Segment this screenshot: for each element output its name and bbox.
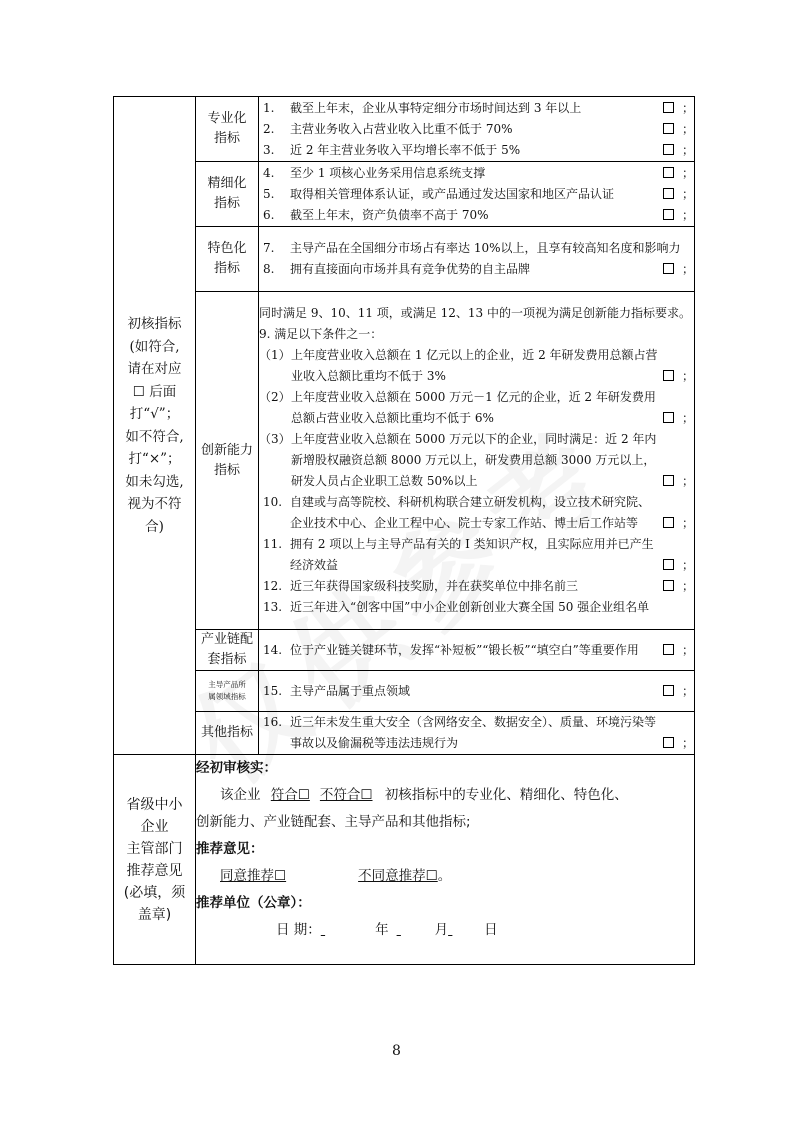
checkbox[interactable] bbox=[663, 559, 674, 570]
category-refinement: 精细化 指标 bbox=[196, 162, 259, 227]
criterion-item: 14. 位于产业链关键环节，发挥“补短板”“锻长板”“填空白”等重要作用 ； bbox=[263, 642, 694, 657]
checkbox[interactable] bbox=[663, 123, 674, 134]
innovation-sub-item: （3） 上年度营业收入总额在 5000 万元以下的企业，同时满足：近 2 年内新增股权融资总额 8000 万元以上，研发费用总额 3000 万元以上，研发人员占企业职工总数 50%以上 ； bbox=[259, 432, 694, 488]
company-label: 该企业 bbox=[220, 787, 261, 803]
category-specialization: 专业化 指标 bbox=[196, 97, 259, 162]
date-line: 日 期： 年 月 日 bbox=[196, 917, 694, 944]
checkbox[interactable] bbox=[663, 737, 674, 748]
criterion-item: 5. 取得相关管理体系认证，或产品通过发达国家和地区产品认证 ； bbox=[263, 186, 694, 201]
criterion-item: 8. 拥有直接面向市场并具有竞争优势的自主品牌 ； bbox=[263, 262, 694, 276]
checkbox[interactable] bbox=[663, 517, 674, 528]
disagree-option[interactable]: 不同意推荐☐ bbox=[358, 868, 438, 884]
criteria-table bbox=[113, 96, 695, 965]
criterion-item: 6. 截至上年末，资产负债率不高于 70% ； bbox=[263, 207, 694, 222]
criterion-item: 1. 截至上年末，企业从事特定细分市场时间达到 3 年以上 ； bbox=[263, 100, 694, 115]
criterion-item: 11. 拥有 2 项以上与主导产品有关的 I 类知识产权，且实际应用并已产生经济效益 ； bbox=[263, 537, 694, 572]
checkbox[interactable] bbox=[663, 188, 674, 199]
innovation-intro: 同时满足 9、10、11 项，或满足 12、13 中的一项视为满足创新能力指标要求。 bbox=[259, 306, 691, 320]
criterion-item: 2. 主营业务收入占营业收入比重不低于 70% ； bbox=[263, 121, 694, 136]
checkbox[interactable] bbox=[663, 144, 674, 155]
checkbox[interactable] bbox=[663, 370, 674, 381]
checkbox[interactable] bbox=[663, 644, 674, 655]
page-number: 8 bbox=[392, 1043, 401, 1059]
criterion-item: 16. 近三年未发生重大安全（含网络安全、数据安全）、质量、环境污染等事故以及偷漏税等违法违规行为 ； bbox=[263, 715, 694, 750]
criterion-item: 15. 主导产品属于重点领域 ； bbox=[263, 683, 694, 698]
checkbox[interactable] bbox=[663, 580, 674, 591]
category-innovation: 创新能力 指标 bbox=[196, 292, 259, 630]
checkbox[interactable] bbox=[663, 167, 674, 178]
checkbox[interactable] bbox=[663, 102, 674, 113]
criterion-item: 4. 至少 1 项核心业务采用信息系统支撑 ； bbox=[263, 165, 694, 180]
review-text-1: 初核指标中的专业化、精细化、特色化、 bbox=[384, 787, 628, 803]
recommendation-label: 省级中小 企业 主管部门 推荐意见 (必填，须 盖章) bbox=[114, 755, 196, 965]
year-field[interactable] bbox=[321, 917, 371, 944]
day-field[interactable] bbox=[448, 917, 484, 944]
category-industry-chain: 产业链配 套指标 bbox=[196, 630, 259, 671]
review-heading: 经初审核实： bbox=[196, 760, 277, 776]
recommendation-heading: 推荐意见： bbox=[196, 841, 264, 857]
checkbox[interactable] bbox=[663, 685, 674, 696]
criterion-item: 3. 近 2 年主营业务收入平均增长率不低于 5% ； bbox=[263, 142, 694, 157]
checkbox[interactable] bbox=[663, 263, 674, 274]
category-characteristic: 特色化 指标 bbox=[196, 227, 259, 292]
criterion-item: 10. 自建或与高等院校、科研机构联合建立研发机构，设立技术研究院、企业技术中心、企业工程中心、院士专家工作站、博士后工作站等 ； bbox=[263, 495, 694, 530]
criterion-item: 13. 近三年进入“创客中国”中小企业创新创业大赛全国 50 强企业组名单 bbox=[263, 600, 650, 614]
criterion-item: 12. 近三年获得国家级科技奖励，并在获奖单位中排名前三 ； bbox=[263, 579, 694, 593]
agree-option[interactable]: 同意推荐☐ bbox=[220, 868, 287, 884]
innovation-sub-item: （2） 上年度营业收入总额在 5000 万元－1 亿元的企业，近 2 年研发费用总额占营业收入总额比重均不低于 6% ； bbox=[259, 390, 694, 425]
recommendation-section: 经初审核实： 该企业 符合☐ 不符合☐ 初核指标中的专业化、精细化、特色化、 创新能力、产业链配套、主导产品和其他指标; 推荐意见： 同意推荐☐ 不同意推荐☐。 推荐单位（公章）： 日 期： 年 月 日 bbox=[196, 755, 695, 965]
category-product-domain: 主导产品所 属领域指标 bbox=[196, 671, 259, 712]
comply-option[interactable]: 符合☐ bbox=[270, 787, 310, 803]
innovation-sub-item: （1） 上年度营业收入总额在 1 亿元以上的企业，近 2 年研发费用总额占营业收入总额比重均不低于 3% ； bbox=[259, 348, 694, 383]
month-field[interactable] bbox=[397, 917, 435, 944]
checkbox[interactable] bbox=[663, 475, 674, 486]
checkbox[interactable] bbox=[663, 412, 674, 423]
preliminary-indicators-label: 初核指标 (如符合, 请在对应 ☐ 后面 打“√”； 如不符合, 打“×”； 如未勾选, 视为不符 合) bbox=[114, 97, 196, 755]
not-comply-option[interactable]: 不符合☐ bbox=[319, 787, 373, 803]
review-text-2: 创新能力、产业链配套、主导产品和其他指标; bbox=[196, 814, 471, 830]
category-other: 其他指标 bbox=[196, 712, 259, 755]
checkbox[interactable] bbox=[663, 209, 674, 220]
innovation-item9-title: 9. 满足以下条件之一： bbox=[259, 327, 383, 341]
unit-seal-label: 推荐单位（公章）： bbox=[196, 895, 311, 911]
criterion-item: 7. 主导产品在全国细分市场占有率达 10%以上，且享有较高知名度和影响力 bbox=[263, 241, 681, 255]
